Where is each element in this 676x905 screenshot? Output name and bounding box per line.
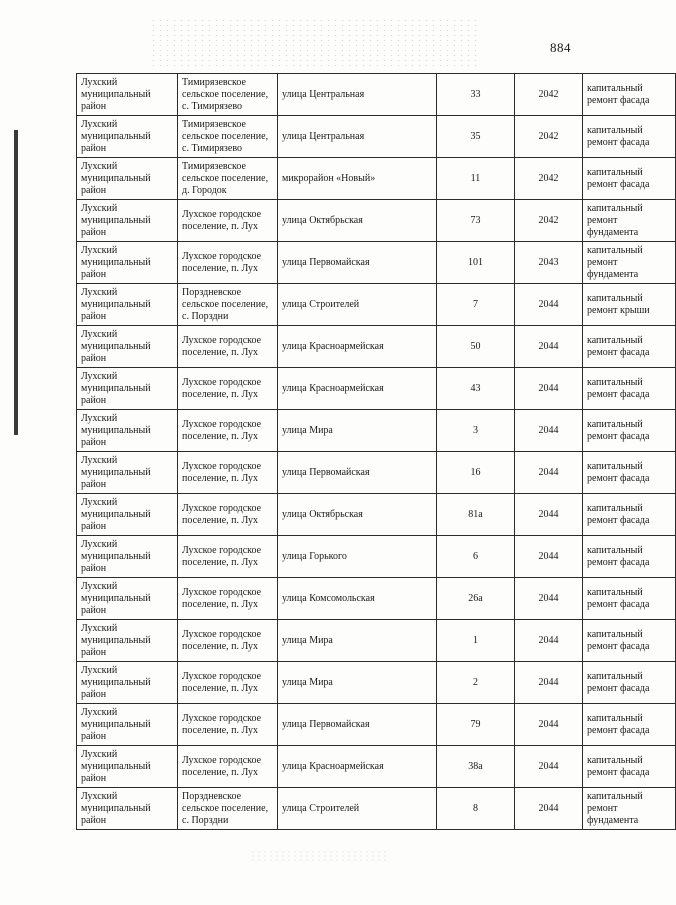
street-cell: улица Строителей (278, 788, 437, 830)
table-row (77, 74, 676, 116)
house-number-cell: 11 (437, 158, 515, 200)
year-cell: 2044 (515, 284, 583, 326)
table-row (77, 452, 676, 494)
table-row (77, 200, 676, 242)
repair-schedule-table (76, 73, 676, 830)
year-cell: 2044 (515, 368, 583, 410)
year-cell: 2043 (515, 242, 583, 284)
work-type-cell: капитальный ремонт фасада (583, 704, 676, 746)
year-cell: 2044 (515, 536, 583, 578)
work-type-cell: капитальный ремонт фасада (583, 326, 676, 368)
year-cell: 2044 (515, 704, 583, 746)
work-type-cell: капитальный ремонт фасада (583, 368, 676, 410)
table-body (77, 74, 676, 830)
house-number-cell: 43 (437, 368, 515, 410)
table-row (77, 410, 676, 452)
year-cell: 2044 (515, 452, 583, 494)
street-cell: улица Мира (278, 620, 437, 662)
district-cell: Лухский муниципальный район (77, 452, 178, 494)
year-cell: 2044 (515, 788, 583, 830)
district-cell: Лухский муниципальный район (77, 410, 178, 452)
district-cell: Лухский муниципальный район (77, 158, 178, 200)
settlement-cell: Тимирязевское сельское поселение, д. Городок (178, 158, 278, 200)
settlement-cell: Лухское городское поселение, п. Лух (178, 242, 278, 284)
work-type-cell: капитальный ремонт фасада (583, 536, 676, 578)
district-cell: Лухский муниципальный район (77, 368, 178, 410)
table-row (77, 284, 676, 326)
settlement-cell: Порздневское сельское поселение, с. Порздни (178, 788, 278, 830)
street-cell: микрорайон «Новый» (278, 158, 437, 200)
table-row (77, 158, 676, 200)
scan-margin-mark (14, 130, 18, 435)
settlement-cell: Лухское городское поселение, п. Лух (178, 578, 278, 620)
district-cell: Лухский муниципальный район (77, 620, 178, 662)
scan-noise-top (150, 18, 480, 68)
year-cell: 2044 (515, 494, 583, 536)
settlement-cell: Лухское городское поселение, п. Лух (178, 620, 278, 662)
table-row (77, 242, 676, 284)
settlement-cell: Лухское городское поселение, п. Лух (178, 410, 278, 452)
work-type-cell: капитальный ремонт фасада (583, 746, 676, 788)
work-type-cell: капитальный ремонт фасада (583, 620, 676, 662)
house-number-cell: 3 (437, 410, 515, 452)
page-number: 884 (550, 40, 571, 55)
table-row (77, 116, 676, 158)
work-type-cell: капитальный ремонт фасада (583, 116, 676, 158)
street-cell: улица Мира (278, 410, 437, 452)
work-type-cell: капитальный ремонт фасада (583, 494, 676, 536)
settlement-cell: Лухское городское поселение, п. Лух (178, 704, 278, 746)
house-number-cell: 2 (437, 662, 515, 704)
year-cell: 2042 (515, 158, 583, 200)
settlement-cell: Лухское городское поселение, п. Лух (178, 452, 278, 494)
street-cell: улица Мира (278, 662, 437, 704)
scan-noise-bottom (250, 850, 390, 862)
street-cell: улица Строителей (278, 284, 437, 326)
work-type-cell: капитальный ремонт крыши (583, 284, 676, 326)
settlement-cell: Лухское городское поселение, п. Лух (178, 326, 278, 368)
table-row (77, 536, 676, 578)
house-number-cell: 6 (437, 536, 515, 578)
street-cell: улица Комсомольская (278, 578, 437, 620)
settlement-cell: Лухское городское поселение, п. Лух (178, 368, 278, 410)
settlement-cell: Порздневское сельское поселение, с. Порздни (178, 284, 278, 326)
year-cell: 2044 (515, 326, 583, 368)
year-cell: 2042 (515, 116, 583, 158)
street-cell: улица Первомайская (278, 242, 437, 284)
year-cell: 2044 (515, 578, 583, 620)
street-cell: улица Первомайская (278, 452, 437, 494)
district-cell: Лухский муниципальный район (77, 536, 178, 578)
year-cell: 2044 (515, 746, 583, 788)
district-cell: Лухский муниципальный район (77, 116, 178, 158)
table-row (77, 662, 676, 704)
house-number-cell: 7 (437, 284, 515, 326)
street-cell: улица Горького (278, 536, 437, 578)
work-type-cell: капитальный ремонт фасада (583, 662, 676, 704)
house-number-cell: 8 (437, 788, 515, 830)
settlement-cell: Лухское городское поселение, п. Лух (178, 662, 278, 704)
house-number-cell: 1 (437, 620, 515, 662)
district-cell: Лухский муниципальный район (77, 746, 178, 788)
settlement-cell: Лухское городское поселение, п. Лух (178, 746, 278, 788)
work-type-cell: капитальный ремонт фасада (583, 578, 676, 620)
table-row (77, 788, 676, 830)
work-type-cell: капитальный ремонт фасада (583, 158, 676, 200)
house-number-cell: 16 (437, 452, 515, 494)
settlement-cell: Лухское городское поселение, п. Лух (178, 200, 278, 242)
district-cell: Лухский муниципальный район (77, 494, 178, 536)
district-cell: Лухский муниципальный район (77, 74, 178, 116)
house-number-cell: 79 (437, 704, 515, 746)
district-cell: Лухский муниципальный район (77, 326, 178, 368)
year-cell: 2044 (515, 620, 583, 662)
table-row (77, 368, 676, 410)
settlement-cell: Тимирязевское сельское поселение, с. Тимирязево (178, 74, 278, 116)
table-row (77, 494, 676, 536)
house-number-cell: 73 (437, 200, 515, 242)
district-cell: Лухский муниципальный район (77, 200, 178, 242)
work-type-cell: капитальный ремонт фундамента (583, 200, 676, 242)
house-number-cell: 50 (437, 326, 515, 368)
work-type-cell: капитальный ремонт фасада (583, 74, 676, 116)
house-number-cell: 35 (437, 116, 515, 158)
street-cell: улица Октябрьская (278, 200, 437, 242)
district-cell: Лухский муниципальный район (77, 788, 178, 830)
table-row (77, 704, 676, 746)
settlement-cell: Лухское городское поселение, п. Лух (178, 494, 278, 536)
settlement-cell: Тимирязевское сельское поселение, с. Тимирязево (178, 116, 278, 158)
work-type-cell: капитальный ремонт фундамента (583, 788, 676, 830)
house-number-cell: 33 (437, 74, 515, 116)
street-cell: улица Первомайская (278, 704, 437, 746)
district-cell: Лухский муниципальный район (77, 704, 178, 746)
district-cell: Лухский муниципальный район (77, 662, 178, 704)
table-row (77, 620, 676, 662)
work-type-cell: капитальный ремонт фасада (583, 410, 676, 452)
settlement-cell: Лухское городское поселение, п. Лух (178, 536, 278, 578)
house-number-cell: 81а (437, 494, 515, 536)
district-cell: Лухский муниципальный район (77, 578, 178, 620)
year-cell: 2044 (515, 662, 583, 704)
table-row (77, 746, 676, 788)
district-cell: Лухский муниципальный район (77, 242, 178, 284)
street-cell: улица Красноармейская (278, 368, 437, 410)
year-cell: 2044 (515, 410, 583, 452)
street-cell: улица Центральная (278, 116, 437, 158)
year-cell: 2042 (515, 200, 583, 242)
house-number-cell: 101 (437, 242, 515, 284)
work-type-cell: капитальный ремонт фундамента (583, 242, 676, 284)
street-cell: улица Красноармейская (278, 326, 437, 368)
table-row (77, 326, 676, 368)
street-cell: улица Красноармейская (278, 746, 437, 788)
year-cell: 2042 (515, 74, 583, 116)
house-number-cell: 26а (437, 578, 515, 620)
district-cell: Лухский муниципальный район (77, 284, 178, 326)
street-cell: улица Октябрьская (278, 494, 437, 536)
street-cell: улица Центральная (278, 74, 437, 116)
table-row (77, 578, 676, 620)
house-number-cell: 38а (437, 746, 515, 788)
work-type-cell: капитальный ремонт фасада (583, 452, 676, 494)
